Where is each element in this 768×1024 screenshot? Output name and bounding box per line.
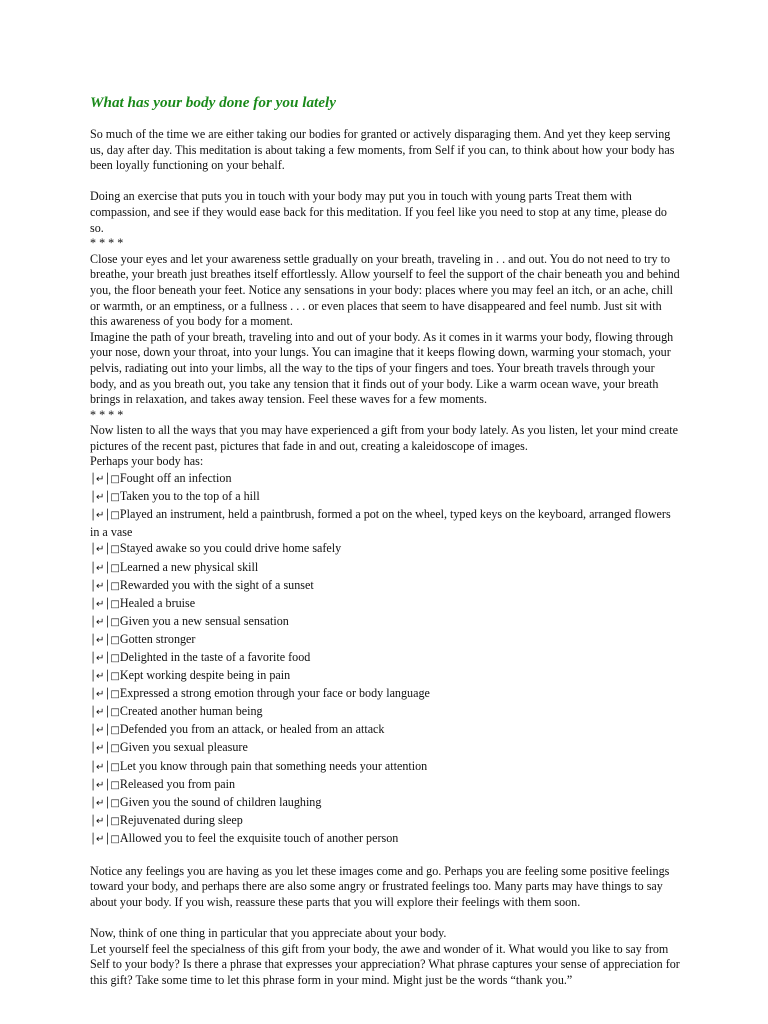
list-item (90, 595, 680, 613)
list-item-text: Let you know through pain that something needs your attention (119, 758, 428, 773)
list-item-text: Defended you from an attack, or healed from an attack (119, 722, 385, 737)
bullet-marker-icon: │↵│□ (90, 707, 120, 719)
list-item-text: Rewarded you with the sight of a sunset (119, 577, 314, 592)
bullet-marker-icon: │↵│□ (90, 725, 120, 737)
bullet-marker-icon: │↵│□ (90, 492, 120, 504)
close-eyes-paragraph: Close your eyes and let your awareness settle gradually on your breath, traveling in . . and out. You do not need to try to breathe, your breath just breathes itself effortlessly. Allow yourself to feel the support of the chair beneath you and behind you, the floor beneath your feet. Notice any sensations in your body: places where you may feel an itch, or an ache, chill or warmth, or an emptiness, or a fullness . . . or even places that seem to have disappeared and feel numb. Just sit with this awareness of you body for a moment. (90, 251, 680, 329)
bullet-marker-icon: │↵│□ (90, 474, 120, 486)
list-item (90, 470, 680, 488)
list-item-text: Expressed a strong emotion through your face or body language (119, 686, 430, 701)
list-item-text: Healed a bruise (119, 595, 196, 610)
bullet-marker-icon: │↵│□ (90, 616, 120, 628)
list-item-text: Allowed you to feel the exquisite touch of another person (119, 830, 399, 845)
list-item-text: Taken you to the top of a hill (119, 489, 260, 504)
bullet-marker-icon: │↵│□ (90, 833, 120, 845)
list-item-text: Released you from pain (119, 776, 236, 791)
perhaps-line: Perhaps your body has: (90, 454, 204, 469)
list-item (90, 739, 680, 757)
list-item (90, 506, 680, 540)
bullet-marker-icon: │↵│□ (90, 544, 120, 556)
exercise-note-paragraph: Doing an exercise that puts you in touch with your body may put you in touch with young parts Treat them with compassion, and see if they would ease back for this meditation. If you feel like you need to stop at any time, please do so. (90, 189, 667, 235)
now-think-paragraph: Now, think of one thing in particular that you appreciate about your body. (90, 926, 447, 940)
bullet-marker-icon: │↵│□ (90, 562, 120, 574)
bullet-marker-icon: │↵│□ (90, 580, 120, 592)
list-item (90, 559, 680, 577)
paragraph-gap (90, 848, 680, 864)
list-item (90, 649, 680, 667)
list-item (90, 776, 680, 794)
bullet-marker-icon: │↵│□ (90, 510, 120, 522)
list-item (90, 830, 680, 848)
list-item (90, 812, 680, 830)
bullet-marker-icon: │↵│□ (90, 797, 120, 809)
list-item (90, 721, 680, 739)
list-item-text: Created another human being (119, 704, 263, 719)
bullet-marker-icon: │↵│□ (90, 634, 120, 646)
bullet-marker-icon: │↵│□ (90, 815, 120, 827)
gift-list (90, 470, 680, 848)
paragraph-gap (90, 174, 680, 190)
bullet-marker-icon: │↵│□ (90, 598, 120, 610)
list-item (90, 577, 680, 595)
list-item-text: Learned a new physical skill (119, 559, 259, 574)
list-item-text: Rejuvenated during sleep (119, 812, 243, 827)
list-item (90, 758, 680, 776)
list-item (90, 667, 680, 685)
bullet-marker-icon: │↵│□ (90, 689, 120, 701)
list-item-text: Given you a new sensual sensation (119, 613, 289, 628)
list-item-text: Given you sexual pleasure (119, 740, 248, 755)
list-item-text: Delighted in the taste of a favorite food (119, 650, 311, 664)
paragraph-gap (90, 910, 680, 926)
listen-paragraph: Now listen to all the ways that you may have experienced a gift from your body lately. As you listen, let your mind create pictures of the recent past, pictures that fade in and out, creating a kaleidoscope of images. (90, 423, 678, 453)
separator: * * * * (90, 236, 124, 251)
list-item-text: Given you the sound of children laughing (119, 794, 322, 809)
list-item (90, 631, 680, 649)
list-item (90, 613, 680, 631)
bullet-marker-icon: │↵│□ (90, 653, 120, 664)
list-item (90, 488, 680, 506)
notice-paragraph: Notice any feelings you are having as you let these images come and go. Perhaps you are feeling some positive feelings toward your body, and perhaps there are also some angry or frustrated feelings too. Many parts may have things to say about your body. If you wish, reassure these parts that you will explore their feelings with them soon. (90, 863, 670, 909)
document-page (90, 94, 680, 988)
list-item-text: Fought off an infection (119, 471, 232, 486)
separator: * * * * (90, 407, 124, 422)
bullet-marker-icon: │↵│□ (90, 761, 120, 773)
bullet-marker-icon: │↵│□ (90, 743, 120, 755)
list-item-text: Stayed awake so you could drive home safely (119, 541, 342, 556)
list-item (90, 540, 680, 558)
intro-paragraph: So much of the time we are either taking our bodies for granted or actively disparaging them. And yet they keep serving us, day after day. This meditation is about taking a few moments, from Self if you can, to think about how your body has been loyally functioning on your behalf. (90, 127, 675, 173)
document-title: What has your body done for you lately (90, 94, 336, 111)
imagine-path-paragraph: Imagine the path of your breath, traveling into and out of your body. As it comes in it warms your body, flowing through your nose, down your throat, into your lungs. You can imagine that it keeps flowing down, warming your stomach, your pelvis, radiating out into your limbs, all the way to the tips of your fingers and toes. Your breath travels through your body, and as you breath out, you take any tension that it finds out of your body. Like a warm ocean wave, your breath brings in relaxation, and takes away tension. Feel these waves for a few moments. (90, 329, 674, 407)
list-item (90, 685, 680, 703)
bullet-marker-icon: │↵│□ (90, 779, 120, 791)
bullet-marker-icon: │↵│□ (90, 671, 120, 683)
list-item (90, 794, 680, 812)
list-item-text: Kept working despite being in pain (119, 668, 291, 683)
list-item-text: Played an instrument, held a paintbrush, formed a pot on the wheel, typed keys on the keyboard, arranged flowers in a vase (90, 507, 671, 540)
list-item-text: Gotten stronger (119, 631, 196, 646)
let-yourself-paragraph: Let yourself feel the specialness of this gift from your body, the awe and wonder of it. What would you like to say from Self to your body? Is there a phrase that expresses your appreciation? What phrase captures your sense of appreciation for this gift? Take some time to let this phrase form in your mind. Might just be the words “thank you.” (90, 941, 680, 987)
list-item (90, 703, 680, 721)
